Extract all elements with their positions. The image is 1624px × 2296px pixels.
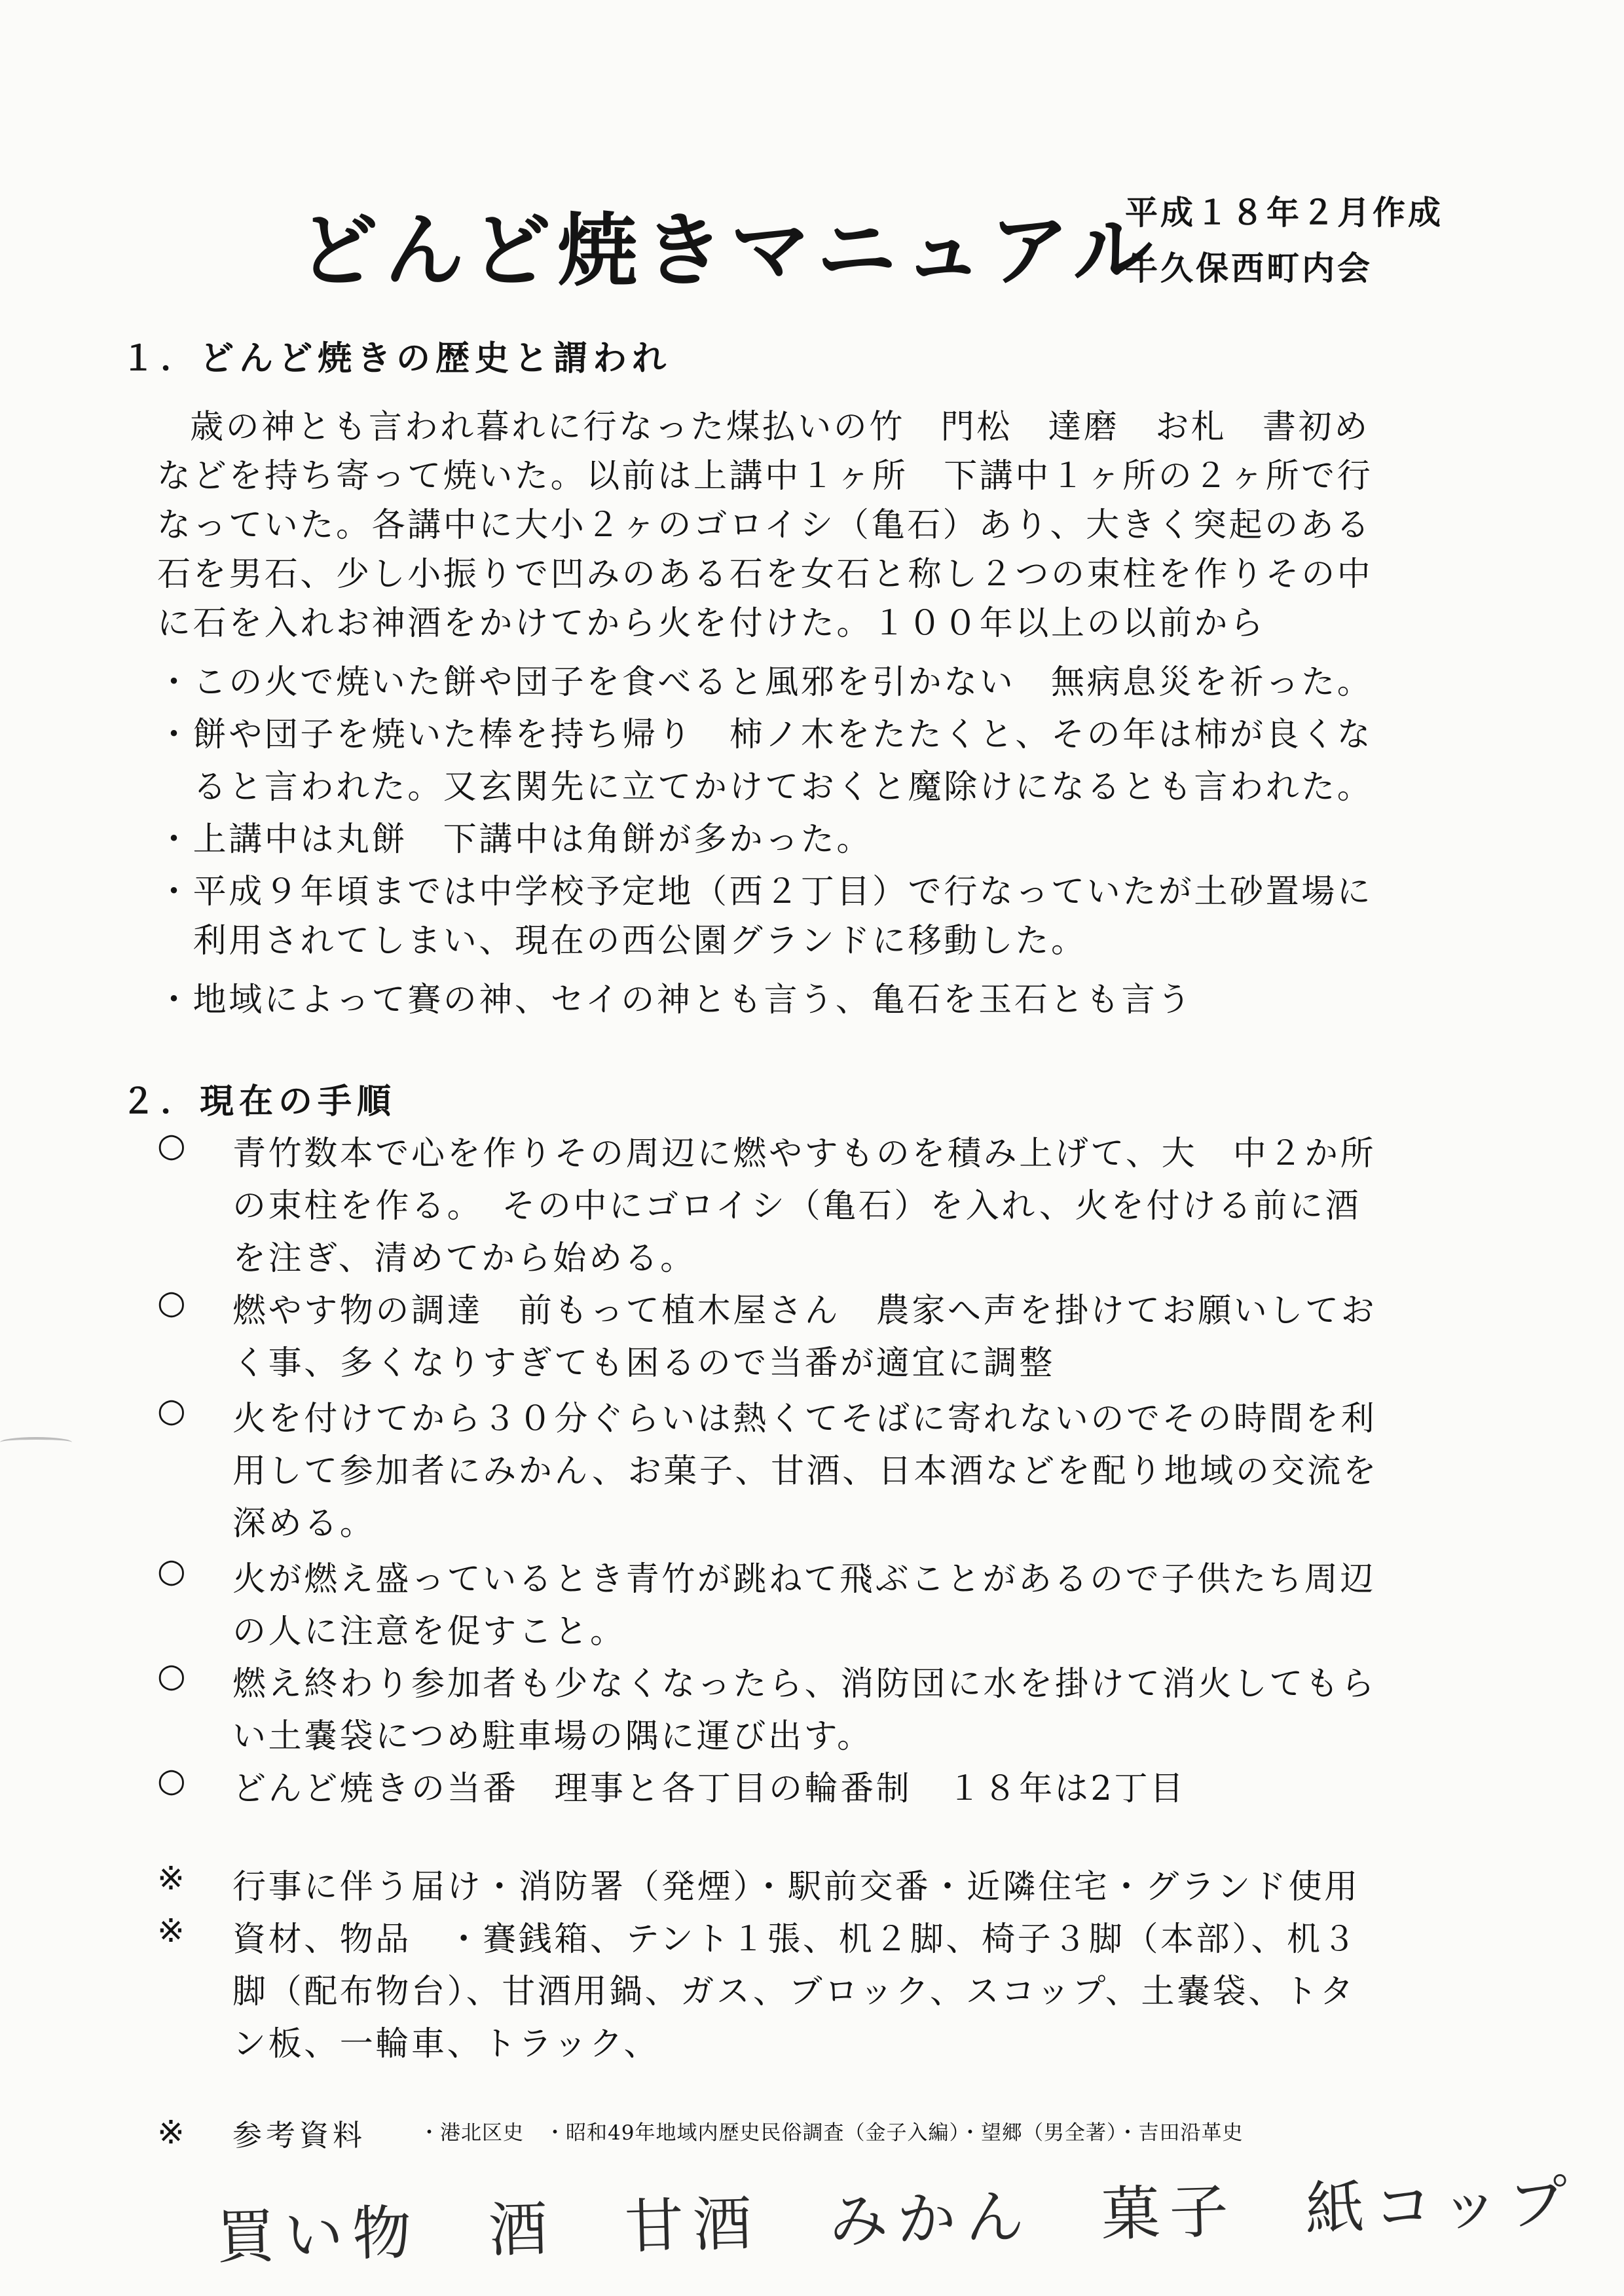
note-line: 脚（配布物台）、甘酒用鍋、ガス、ブロック、スコップ、土嚢袋、トタ — [232, 1973, 1356, 2011]
history-line: なっていた。各講中に大小２ヶのゴロイシ（亀石）あり、大きく突起のある — [157, 506, 1372, 545]
note-marker: ※ — [157, 2113, 185, 2151]
circle-marker: ○ — [157, 1656, 186, 1694]
procedure-line: どんど焼きの当番 理事と各丁目の輪番制 １８年は2丁目 — [232, 1770, 1186, 1808]
tradition-bullet: ・この火で焼いた餅や団子を食べると風邪を引かない 無病息災を祈った。 — [157, 663, 1373, 702]
note-line: 資材、物品 ・賽銭箱、テント１張、机２脚、椅子３脚（本部）、机３ — [232, 1920, 1359, 1959]
note-line: ン板、一輪車、トラック、 — [232, 2025, 660, 2064]
section-1-heading: １．どんど焼きの歴史と謂われ — [121, 339, 672, 378]
history-line: などを持ち寄って焼いた。以前は上講中１ヶ所 下講中１ヶ所の２ヶ所で行 — [157, 457, 1373, 496]
handwritten-shopping-note: 買い物 酒 甘酒 みかん 菓子 紙コップ — [215, 2168, 1578, 2272]
tradition-bullet: ると言われた。又玄関先に立てかけておくと魔除けになるとも言われた。 — [157, 768, 1373, 807]
procedure-line: の人に注意を促すこと。 — [232, 1613, 626, 1651]
procedure-line: い土嚢袋につめ駐車場の隅に運び出す。 — [232, 1717, 873, 1756]
procedure-line: 火を付けてから３０分ぐらいは熱くてそばに寄れないのでその時間を利 — [232, 1400, 1377, 1438]
tradition-bullet: ・上講中は丸餅 下講中は角餅が多かった。 — [157, 820, 873, 859]
note-marker: ※ — [157, 1912, 185, 1950]
tradition-bullet: ・餅や団子を焼いた棒を持ち帰り 柿ノ木をたたくと、その年は柿が良くな — [157, 716, 1373, 754]
circle-marker: ○ — [157, 1761, 186, 1799]
note-line: 行事に伴う届け・消防署（発煙）・駅前交番・近隣住宅・グランド使用 — [232, 1868, 1360, 1906]
circle-marker: ○ — [157, 1391, 186, 1429]
procedure-line: 用して参加者にみかん、お菓子、甘酒、日本酒などを配り地域の交流を — [232, 1452, 1379, 1491]
scan-artifact — [0, 1437, 72, 1448]
procedure-line: 燃え終わり参加者も少なくなったら、消防団に水を掛けて消火してもら — [232, 1665, 1377, 1704]
procedure-line: 燃やす物の調達 前もって植木屋さん 農家へ声を掛けてお願いしてお — [232, 1292, 1377, 1330]
history-line: 石を男石、少し小振りで凹みのある石を女石と称し２つの束柱を作りその中 — [157, 555, 1373, 594]
tradition-bullet: ・平成９年頃までは中学校予定地（西２丁目）で行なっていたが土砂置場に — [157, 873, 1373, 911]
procedure-line: 深める。 — [232, 1504, 376, 1543]
procedure-line: く事、多くなりすぎても困るので当番が適宜に調整 — [232, 1344, 1055, 1383]
reference-label: 参考資料 — [232, 2118, 367, 2153]
circle-marker: ○ — [157, 1552, 186, 1590]
circle-marker: ○ — [157, 1283, 186, 1321]
history-line: に石を入れお神酒をかけてから火を付けた。１００年以上の以前から — [157, 604, 1266, 643]
procedure-line: 青竹数本で心を作りその周辺に燃やすものを積み上げて、大 中２か所 — [232, 1135, 1376, 1173]
note-marker: ※ — [157, 1859, 185, 1897]
created-date: 平成１８年２月作成 — [1125, 194, 1443, 232]
procedure-line: を注ぎ、清めてから始める。 — [232, 1239, 696, 1278]
reference-sources: ・港北区史 ・昭和49年地域内歴史民俗調査（金子入編）・望郷（男全著）・吉田沿革史 — [419, 2121, 1244, 2145]
history-line: 歳の神とも言われ暮れに行なった煤払いの竹 門松 達磨 お札 書初め — [190, 408, 1370, 446]
organization-name: 牛久保西町内会 — [1125, 249, 1373, 287]
tradition-bullet: ・地域によって賽の神、セイの神とも言う、亀石を玉石とも言う — [157, 981, 1193, 1019]
procedure-line: 火が燃え盛っているとき青竹が跳ねて飛ぶことがあるので子供たち周辺 — [232, 1560, 1376, 1599]
section-2-heading: ２．現在の手順 — [121, 1082, 397, 1121]
tradition-bullet: 利用されてしまい、現在の西公園グランドに移動した。 — [157, 922, 1087, 960]
circle-marker: ○ — [157, 1126, 186, 1164]
document-title: どんど焼きマニュアル — [298, 204, 1160, 297]
procedure-line: の束柱を作る。 その中にゴロイシ（亀石）を入れ、火を付ける前に酒 — [232, 1187, 1361, 1226]
